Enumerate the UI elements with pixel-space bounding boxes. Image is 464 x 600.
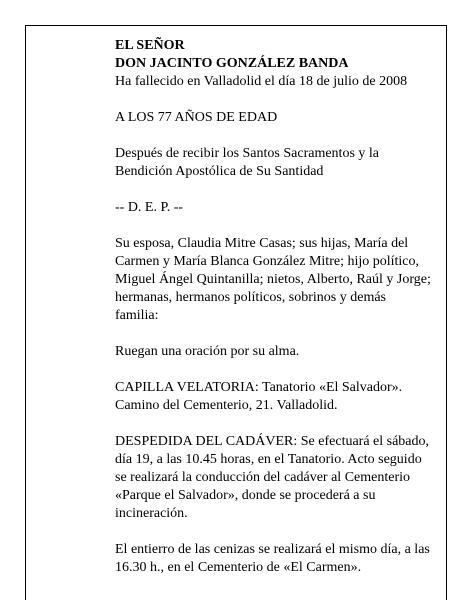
obituary-text xyxy=(115,37,433,595)
family-paragraph: Su esposa, Claudia Mitre Casas; sus hijas, María del Carmen y María Blanca González Mitre; hijo político, Miguel Ángel Quintanilla; nietos, Alberto, Raúl y Jorge; hermanas, hermanos políticos, sobrinos y demás familia: xyxy=(115,236,431,323)
sacraments-line: Después de recibir los Santos Sacramentos y la Bendición Apostólica de Su Santidad xyxy=(115,146,379,179)
chapel-paragraph: CAPILLA VELATORIA: Tanatorio «El Salvador». Camino del Cementerio, 21. Valladolid. xyxy=(115,380,403,413)
deceased-title: EL SEÑOR xyxy=(115,38,185,53)
burial-paragraph: El entierro de las cenizas se realizará el mismo día, a las 16.30 h., en el Cementerio de «El Carmen». xyxy=(115,542,430,575)
deceased-name: DON JACINTO GONZÁLEZ BANDA xyxy=(115,56,349,71)
death-notice: Ha fallecido en Valladolid el día 18 de julio de 2008 xyxy=(115,74,408,89)
prayer-line: Ruegan una oración por su alma. xyxy=(115,344,300,359)
dep-line: -- D. E. P. -- xyxy=(115,200,184,215)
farewell-paragraph: DESPEDIDA DEL CADÁVER: Se efectuará el sábado, día 19, a las 10.45 horas, en el Tanatorio. Acto seguido se realizará la conducción del cadáver al Cementerio «Parque el Salvador», donde se procederá a su incineración. xyxy=(115,434,430,521)
age-line: A LOS 77 AÑOS DE EDAD xyxy=(115,110,278,125)
obituary-page xyxy=(25,25,447,600)
